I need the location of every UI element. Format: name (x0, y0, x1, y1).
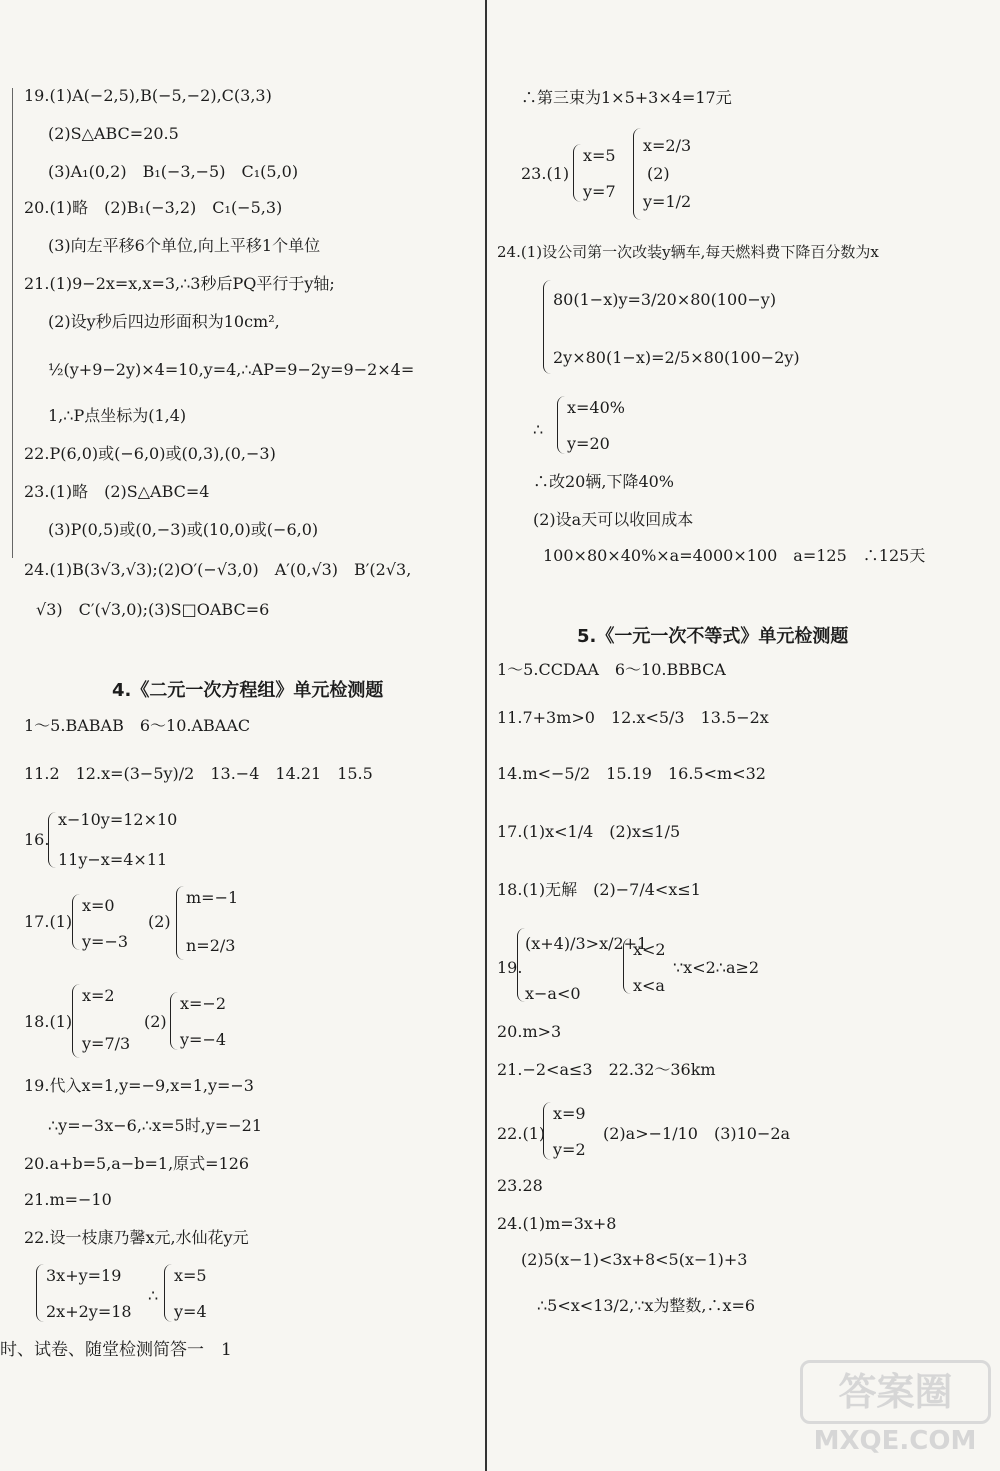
s4-q18-2-x: x=−2 (180, 994, 227, 1013)
brace (623, 938, 632, 994)
answer-22: 22.P(6,0)或(−6,0)或(0,3),(0,−3) (24, 444, 276, 463)
answer-23-3: (3)P(0,5)或(0,−3)或(10,0)或(−6,0) (48, 520, 319, 539)
r-q24-1: 24.(1)设公司第一次改装y辆车,每天燃料费下降百分数为x (497, 243, 879, 261)
answer-21-1: 21.(1)9−2x=x,x=3,∴3秒后PQ平行于y轴; (24, 274, 335, 293)
answer-21-2: (2)设y秒后四边形面积为10cm², (48, 312, 280, 331)
s5-q22-x: x=9 (553, 1104, 586, 1123)
r-q23-label: 23.(1) (521, 164, 570, 183)
s5-answer-11-13: 11.7+3m>0 12.x<5/3 13.5−2x (497, 708, 769, 727)
r-q23-2-y: y=1/2 (643, 192, 692, 211)
s4-q16-eq2: 11y−x=4×11 (58, 850, 168, 869)
s5-q19-ineq1: (x+4)/3>x/2+1 (525, 934, 648, 953)
r-q23-2-x: x=2/3 (643, 136, 692, 155)
brace (48, 812, 57, 868)
brace (633, 128, 642, 220)
s5-answer-14-16: 14.m<−5/2 15.19 16.5<m<32 (497, 764, 766, 783)
s4-q18-2-y: y=−4 (180, 1030, 227, 1049)
s5-q19-ineq2: x−a<0 (525, 984, 581, 1003)
brace (170, 992, 179, 1050)
s4-q22-x: x=5 (174, 1266, 207, 1285)
brace (557, 396, 566, 454)
r-q24-2-calc: 100×80×40%×a=4000×100 a=125 ∴125天 (543, 546, 926, 565)
watermark-logo: 答案圈 (800, 1360, 991, 1424)
s4-q17-1-x: x=0 (82, 896, 115, 915)
r-q24-eq2: 2y×80(1−x)=2/5×80(100−2y) (553, 348, 800, 367)
r-q24-y: y=20 (567, 434, 610, 453)
answer-19-2: (2)S△ABC=20.5 (48, 124, 179, 143)
r-q24-eq1: 80(1−x)y=3/20×80(100−y) (553, 290, 777, 309)
s4-q17-2-label: (2) (148, 912, 171, 931)
answer-23-1: 23.(1)略 (2)S△ABC=4 (24, 482, 210, 501)
margin-rule (12, 88, 13, 558)
answer-21-2-result: 1,∴P点坐标为(1,4) (48, 406, 187, 425)
r-q24-x: x=40% (567, 398, 625, 417)
s5-q21-22: 21.−2<a≤3 22.32～36km (497, 1060, 716, 1079)
s4-q17-1-y: y=−3 (82, 932, 129, 951)
s5-q19-sol1: x<2 (633, 940, 666, 959)
watermark-url: MXQE.COM (813, 1426, 977, 1456)
s5-answer-1-10: 1～5.CCDAA 6～10.BBBCA (497, 660, 726, 679)
s4-q18-2-label: (2) (144, 1012, 167, 1031)
answer-20-3: (3)向左平移6个单位,向上平移1个单位 (48, 236, 321, 255)
r-q24-conclusion: ∴改20辆,下降40% (533, 472, 675, 491)
brace (72, 984, 81, 1058)
s5-answer-17: 17.(1)x<1/4 (2)x≤1/5 (497, 822, 681, 841)
s5-q22-y: y=2 (553, 1140, 586, 1159)
r-q23-1-y: y=7 (583, 182, 616, 201)
answer-24-cont: √3) C′(√3,0);(3)S□OABC=6 (36, 600, 270, 619)
s4-q18-1-y: y=7/3 (82, 1034, 131, 1053)
r-q23-1-x: x=5 (583, 146, 616, 165)
s4-q17-label: 17.(1) (24, 912, 73, 931)
s5-answer-18: 18.(1)无解 (2)−7/4<x≤1 (497, 880, 701, 899)
s5-q22-label: 22.(1) (497, 1124, 546, 1143)
s4-q22-y: y=4 (174, 1302, 207, 1321)
r-q24-therefore: ∴ (533, 420, 544, 439)
brace (573, 144, 582, 202)
s5-q19-label: 19. (497, 958, 523, 977)
brace (176, 886, 185, 960)
s4-answer-1-10: 1～5.BABAB 6～10.ABAAC (24, 716, 251, 735)
brace (164, 1264, 173, 1322)
s5-q19-sol2: x<a (633, 976, 665, 995)
s5-q24-1: 24.(1)m=3x+8 (497, 1214, 617, 1233)
s5-q20: 20.m>3 (497, 1022, 562, 1041)
s4-q16-eq1: x−10y=12×10 (58, 810, 178, 829)
s5-q24-2: (2)5(x−1)<3x+8<5(x−1)+3 (521, 1250, 748, 1269)
s4-q22-therefore: ∴ (148, 1286, 159, 1305)
page-footer: 时、试卷、随堂检测简答一 1 (0, 1340, 232, 1360)
s5-q24-result: ∴5<x<13/2,∵x为整数,∴x=6 (537, 1296, 756, 1315)
r-q24-2: (2)设a天可以收回成本 (533, 510, 694, 529)
watermark (800, 1360, 990, 1460)
answer-19-3: (3)A₁(0,2) B₁(−3,−5) C₁(5,0) (48, 162, 299, 181)
s4-q18-1-x: x=2 (82, 986, 115, 1005)
answer-24-1: 24.(1)B(3√3,√3);(2)O′(−√3,0) A′(0,√3) B′(2√3, (24, 560, 412, 579)
brace (543, 280, 552, 374)
right-column (487, 0, 1000, 1471)
answer-21-2-calc: ½(y+9−2y)×4=10,y=4,∴AP=9−2y=9−2×4= (48, 360, 415, 379)
r-q22-total: ∴第三束为1×5+3×4=17元 (521, 88, 732, 107)
answer-19-1: 19.(1)A(−2,5),B(−5,−2),C(3,3) (24, 86, 272, 105)
s4-q16-label: 16. (24, 830, 50, 849)
s4-q19-result: ∴y=−3x−6,∴x=5时,y=−21 (48, 1116, 262, 1135)
s5-q19-result: ∵x<2∴a≥2 (673, 958, 760, 977)
r-q23-2-label: (2) (647, 164, 670, 183)
s4-q17-2-n: n=2/3 (186, 936, 236, 955)
s4-q18-label: 18.(1) (24, 1012, 73, 1031)
brace (72, 894, 81, 950)
s4-q19: 19.代入x=1,y=−9,x=1,y=−3 (24, 1076, 254, 1095)
s4-q22-eq2: 2x+2y=18 (46, 1302, 132, 1321)
answer-20-1: 20.(1)略 (2)B₁(−3,2) C₁(−5,3) (24, 198, 283, 217)
brace (36, 1264, 45, 1322)
s4-q17-2-m: m=−1 (186, 888, 239, 907)
left-column (0, 0, 487, 1471)
s4-q22-eq1: 3x+y=19 (46, 1266, 122, 1285)
s4-q21: 21.m=−10 (24, 1190, 112, 1209)
section-5-title: 5.《一元一次不等式》单元检测题 (577, 626, 849, 647)
s5-q23: 23.28 (497, 1176, 543, 1195)
brace (543, 1102, 552, 1160)
s4-q22: 22.设一枝康乃馨x元,水仙花y元 (24, 1228, 249, 1247)
s5-q22-rest: (2)a>−1/10 (3)10−2a (603, 1124, 791, 1143)
section-4-title: 4.《二元一次方程组》单元检测题 (112, 680, 384, 701)
s4-answer-11-15: 11.2 12.x=(3−5y)/2 13.−4 14.21 15.5 (24, 764, 373, 783)
s4-q20: 20.a+b=5,a−b=1,原式=126 (24, 1154, 250, 1173)
